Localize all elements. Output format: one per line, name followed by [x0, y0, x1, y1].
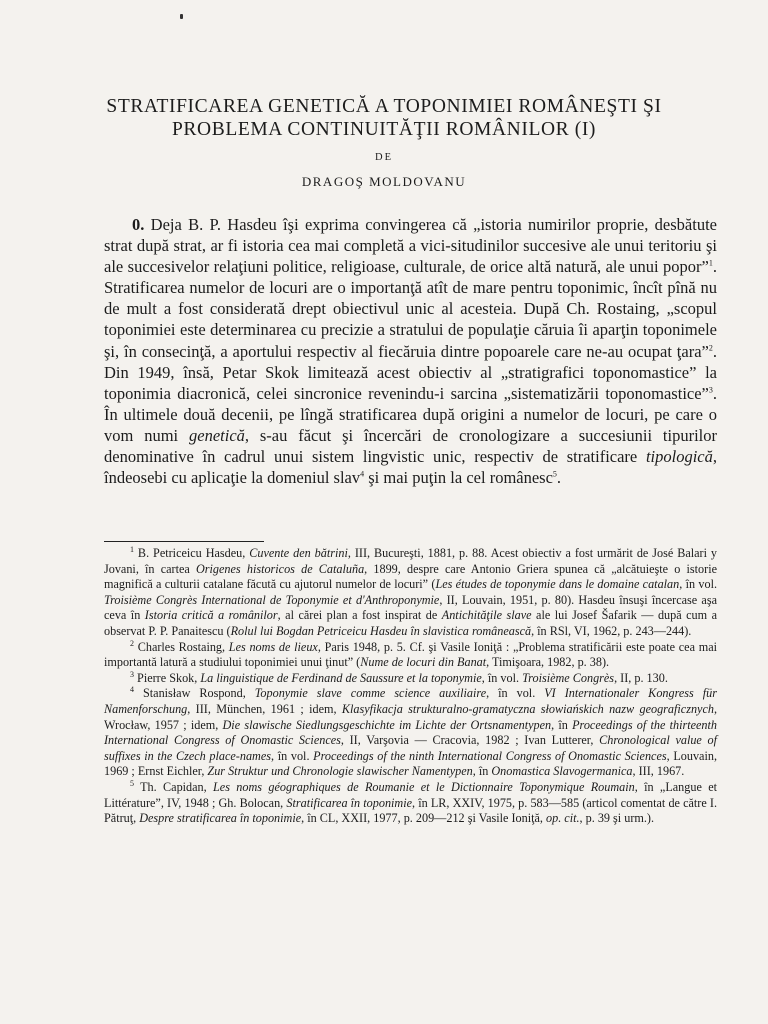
- footnote-mark: 5: [130, 778, 134, 788]
- note-citation: Toponymie slave comme science auxiliaire: [254, 686, 487, 701]
- note-run: , al cărei plan a fost inspirat de: [277, 608, 442, 623]
- body-run: , s-au făcut şi încercări de cronologizare a succesiunii tipurilor denominative în cadrul unui sistem lingvistic unic, respectiv de stratificare: [104, 425, 717, 467]
- note-run: Th. Capidan,: [134, 779, 214, 794]
- footnote-5: [104, 780, 717, 827]
- note-run: Charles Rostaing,: [134, 639, 229, 654]
- note-run: , în RSl, VI, 1962, p. 243—244).: [531, 623, 692, 638]
- article-title-line-1: STRATIFICAREA GENETICĂ A TOPONIMIEI ROMÂNEŞTI ŞI: [106, 96, 662, 117]
- body-run: .: [556, 468, 562, 488]
- note-run: , Wrocław, 1957 ; idem,: [104, 701, 717, 732]
- note-citation: Stratificarea în toponimie: [286, 795, 413, 810]
- note-run: , în: [472, 764, 492, 779]
- footnote-mark: 3: [130, 669, 134, 679]
- note-run: , în „Langue et Littérature”, IV, 1948 ; Gh. Bolocan,: [104, 779, 717, 810]
- note-run: , Paris 1948, p. 5. Cf. şi Vasile Ioniţă : „Problema stratificării este poate cea mai importantă latură a studiului toponimiei unui ţinut” (: [104, 639, 717, 670]
- note-run: , II, Louvain, 1951, p. 80). Hasdeu însuşi încercase aşa ceva în: [104, 592, 717, 623]
- footnote-ref: 2: [708, 343, 713, 353]
- note-run: Pierre Skok,: [134, 670, 201, 685]
- footnote-ref: 4: [360, 469, 365, 479]
- note-citation: Die slawische Siedlungsgeschichte im Lichte der Ortsnamentypen: [222, 717, 552, 732]
- note-run: , în vol.: [679, 577, 717, 592]
- emphasis: genetică: [189, 425, 245, 445]
- note-citation: Klasyfikacja strukturalno-gramatyczna słowiańskich nazw geograficznych: [341, 701, 714, 716]
- note-run: , 1899, despre care Antonio Griera spunea că „alcătuieşte o istorie magnifică a culturii catalane făcută cu ajutorul numelor de locuri” (: [104, 561, 717, 592]
- note-citation: Onomastica Slavogermanica: [491, 764, 633, 779]
- note-citation: Les études de toponymie dans le domaine catalan: [435, 577, 680, 592]
- paragraph: [104, 214, 717, 488]
- body-run: şi mai puţin la cel românesc: [364, 468, 553, 488]
- note-run: ale lui Josef Šafarik — după cum a observat P. P. Panaitescu (: [104, 608, 717, 638]
- footnote-1: [104, 546, 717, 640]
- note-citation: op. cit.: [546, 811, 580, 826]
- note-run: , în vol.: [481, 670, 523, 685]
- note-run: , III, Bucureşti, 1881, p. 88. Acest obiectiv a fost urmărit de José Balari y Jovani, în cartea: [104, 546, 718, 576]
- body-run: Deja B. P. Hasdeu îşi exprima convingerea că „istoria numirilor proprie, desbătute strat după strat, ar fi istoria cea mai completă a vici-situdinilor succesive ale unui teritoriu şi ale succesivelor relaţiuni politice, religioase, culturale, de orice altă natură, ale unui popor”: [104, 215, 717, 277]
- note-run: , în: [551, 717, 573, 732]
- note-run: , II, p. 130.: [614, 670, 668, 685]
- note-citation: Nume de locuri din Banat: [360, 655, 487, 670]
- note-citation: Proceedings of the thirteenth International Congress of Onomastic Sciences: [104, 717, 717, 748]
- note-run: , III, München, 1961 ; idem,: [187, 701, 342, 716]
- footnote-ref: 1: [708, 258, 713, 268]
- note-run: B. Petricеicu Hasdeu,: [134, 546, 250, 560]
- footnote-ref: 3: [708, 385, 713, 395]
- note-citation: Zur Struktur und Chronologie slawischer Namentypen: [207, 764, 473, 779]
- note-run: , II, Varşovia — Cracovia, 1982 ; Ivan Lutterer,: [340, 733, 600, 748]
- section-number: 0.: [132, 215, 145, 234]
- note-run: , în vol.: [486, 686, 545, 701]
- article-title-line-2: PROBLEMA CONTINUITĂŢII ROMÂNILOR (I): [171, 119, 597, 140]
- author-name: DRAGOŞ MOLDOVANU: [301, 174, 467, 189]
- footnote-divider: [104, 541, 264, 542]
- footnote-mark: 1: [130, 544, 134, 554]
- note-citation: Troisième Congrès: [522, 670, 615, 685]
- footnote-2: [104, 640, 717, 671]
- note-citation: Rolul lui Bogdan Petriceicu Hasdeu în slavistica românească: [230, 623, 532, 638]
- note-citation: VI Internationaler Kongress für Namenforschung: [104, 686, 717, 716]
- print-speck: [180, 14, 183, 19]
- note-run: , III, 1967.: [632, 764, 685, 779]
- note-run: , Timişoara, 1982, p. 38).: [486, 655, 610, 670]
- note-citation: Origenes historicos de Cataluña: [195, 561, 365, 576]
- footnotes: [104, 546, 717, 827]
- body-run: . În ultimele două decenii, pe lîngă stratificarea după origini a numelor de locuri, pe care o vom numi: [104, 383, 717, 445]
- note-run: , în CL, XXII, 1977, p. 209—212 şi Vasile Ioniţă,: [301, 811, 547, 826]
- note-citation: Chronological value of suffixes in the Czech place-names: [104, 733, 718, 763]
- note-citation: Troisième Congrès International de Toponymie et d'Anthroponymie: [104, 592, 440, 607]
- footnote-4: [104, 686, 717, 780]
- byline-de: DE: [375, 152, 393, 163]
- note-citation: Despre stratificarea în toponimie: [139, 811, 302, 826]
- body-run: . Din 1949, însă, Petar Skok limitează acest obiectiv al „stratigrafici toponomastice” la toponimia diacronică, celei sincronice revenindu-i sarcina „sistematizării toponomastice”: [104, 341, 717, 403]
- note-citation: Cuvente den bătrini: [249, 546, 348, 560]
- note-run: , Louvain, 1969 ; Ernst Eichler,: [104, 748, 717, 779]
- footnote-mark: 4: [130, 685, 134, 695]
- body-run: , îndeosebi cu aplicaţie la domeniul slav: [104, 447, 717, 488]
- body-run: . Stratificarea numelor de locuri are o importanţă atît de mare pentru toponimic, încît pînă nu de mult a fost considerată drept obiectivul unic al acesteia. După Ch. Rostaing, „scopul toponimiei este determinarea cu precizie a stratului de populaţie căruia îi aparţin toponimele şi, în consecinţă, a aportului respectiv al fiecăruia dintre popoarele care ne-au ocupat ţara”: [104, 257, 717, 361]
- note-run: , p. 39 şi urm.).: [579, 811, 655, 826]
- footnote-3: [104, 671, 717, 687]
- note-citation: Istoria critică a românilor: [144, 608, 278, 623]
- note-citation: Proceedings of the ninth International Congress of Onomastic Sciences: [313, 748, 667, 763]
- note-run: Stanisław Rospond,: [134, 686, 255, 701]
- note-citation: La linguistique de Ferdinand de Saussure et la toponymie: [200, 670, 482, 685]
- note-run: , în vol.: [271, 748, 314, 763]
- body-text: [104, 214, 717, 488]
- footnote-mark: 2: [130, 638, 134, 648]
- footnote-ref: 5: [552, 469, 557, 479]
- emphasis: tipologică: [645, 447, 713, 467]
- note-citation: Les noms de lieux: [228, 639, 318, 654]
- note-citation: Les noms géographiques de Roumanie et le Dictionnaire Toponymique Roumain: [213, 779, 635, 794]
- note-run: , în LR, XXIV, 1975, p. 583—585 (articol comentat de către I. Pătruţ,: [104, 795, 717, 826]
- note-citation: Antichităţile slave: [441, 608, 532, 623]
